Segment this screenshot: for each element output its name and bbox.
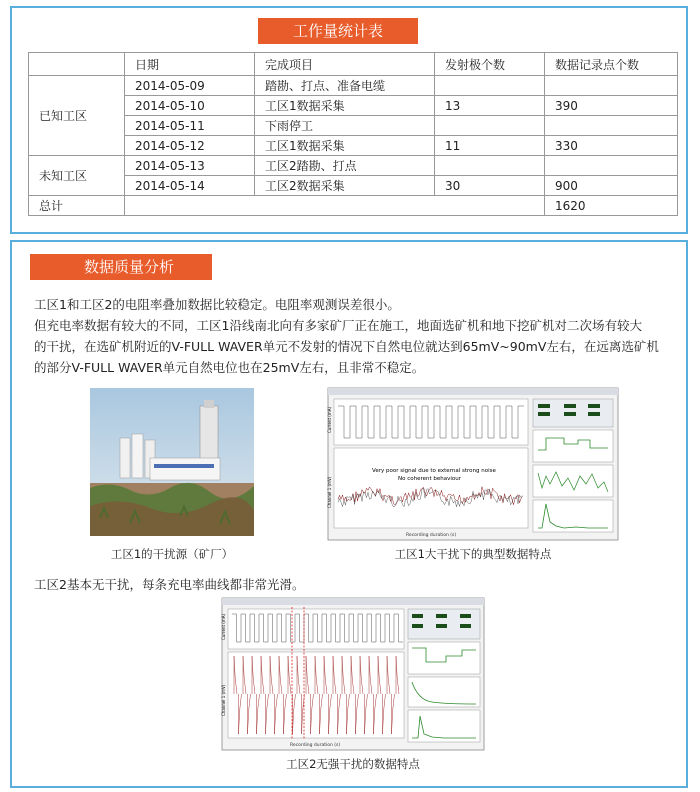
cell-item: 工区2数据采集 — [255, 176, 435, 196]
quality-title: 数据质量分析 — [30, 254, 212, 280]
chart1-ylabel-bottom: Channel 1 (mV) — [327, 476, 332, 508]
area2-data-screenshot — [222, 598, 484, 750]
total-points: 1620 — [545, 196, 678, 216]
cell-emitters: 13 — [435, 96, 545, 116]
cell-emitters — [435, 76, 545, 96]
caption-chart2: 工区2无强干扰的数据特点 — [286, 757, 420, 771]
quality-panel — [10, 240, 688, 788]
paragraph: 的干扰，在选矿机附近的V-FULL WAVER单元不发射的情况下自然电位就达到65mV~90mV左右，在远离选矿机 — [34, 339, 659, 354]
table-row — [29, 76, 678, 96]
cell-date: 2014-05-10 — [125, 96, 255, 116]
chart1-xlabel: Recording duration (s) — [406, 533, 457, 538]
table-row — [29, 136, 678, 156]
cell-points — [545, 156, 678, 176]
paragraph-area2: 工区2基本无干扰，每条充电率曲线都非常光滑。 — [34, 577, 305, 592]
group-unknown: 未知工区 — [29, 156, 125, 196]
cell-emitters: 11 — [435, 136, 545, 156]
chart1-annotation-2: No coherent behaviour — [398, 476, 462, 482]
caption-photo: 工区1的干扰源（矿厂） — [110, 547, 234, 561]
chart2-ylabel-top: Current (mA) — [221, 613, 226, 640]
cell-item: 工区2踏勘、打点 — [255, 156, 435, 176]
paragraph: 的部分V-FULL WAVER单元自然电位也在25mV左右，且非常不稳定。 — [34, 360, 425, 375]
table-row — [29, 116, 678, 136]
cell-item: 工区1数据采集 — [255, 136, 435, 156]
total-empty — [125, 196, 545, 216]
cell-date: 2014-05-13 — [125, 156, 255, 176]
paragraph: 工区1和工区2的电阻率叠加数据比较稳定。电阻率观测误差很小。 — [34, 297, 400, 312]
header-emitters: 发射极个数 — [435, 53, 545, 76]
cell-item: 工区1数据采集 — [255, 96, 435, 116]
cell-points — [545, 116, 678, 136]
cell-date: 2014-05-12 — [125, 136, 255, 156]
total-row — [29, 196, 678, 216]
chart2-ylabel-bottom: Channel 1 (mV) — [221, 684, 226, 716]
paragraph: 但充电率数据有较大的不同，工区1沿线南北向有多家矿厂正在施工，地面选矿机和地下挖矿机对二次场有较大 — [34, 318, 642, 333]
cell-date: 2014-05-09 — [125, 76, 255, 96]
table-row — [29, 96, 678, 116]
chart2-xlabel: Recording duration (s) — [290, 743, 341, 748]
cell-points — [545, 76, 678, 96]
cell-date: 2014-05-14 — [125, 176, 255, 196]
group-known: 已知工区 — [29, 76, 125, 156]
workload-table — [28, 52, 678, 216]
header-group — [29, 53, 125, 76]
header-date: 日期 — [125, 53, 255, 76]
cell-points: 900 — [545, 176, 678, 196]
table-header-row — [29, 53, 678, 76]
chart1-ylabel-top: Current (mA) — [327, 406, 332, 433]
total-label: 总计 — [29, 196, 125, 216]
cell-item: 下雨停工 — [255, 116, 435, 136]
table-row — [29, 176, 678, 196]
cell-date: 2014-05-11 — [125, 116, 255, 136]
header-item: 完成项目 — [255, 53, 435, 76]
cell-emitters — [435, 156, 545, 176]
cell-points: 330 — [545, 136, 678, 156]
cell-emitters — [435, 116, 545, 136]
cell-item: 踏勘、打点、准备电缆 — [255, 76, 435, 96]
workload-title: 工作量统计表 — [258, 18, 418, 44]
area1-data-screenshot — [328, 388, 618, 540]
header-points: 数据记录点个数 — [545, 53, 678, 76]
cell-points: 390 — [545, 96, 678, 116]
cell-emitters: 30 — [435, 176, 545, 196]
mining-plant-photo — [90, 388, 254, 536]
workload-panel — [10, 6, 688, 234]
caption-chart1: 工区1大干扰下的典型数据特点 — [394, 547, 552, 561]
chart1-annotation-1: Very poor signal due to external strong noise — [372, 468, 496, 474]
table-row — [29, 156, 678, 176]
